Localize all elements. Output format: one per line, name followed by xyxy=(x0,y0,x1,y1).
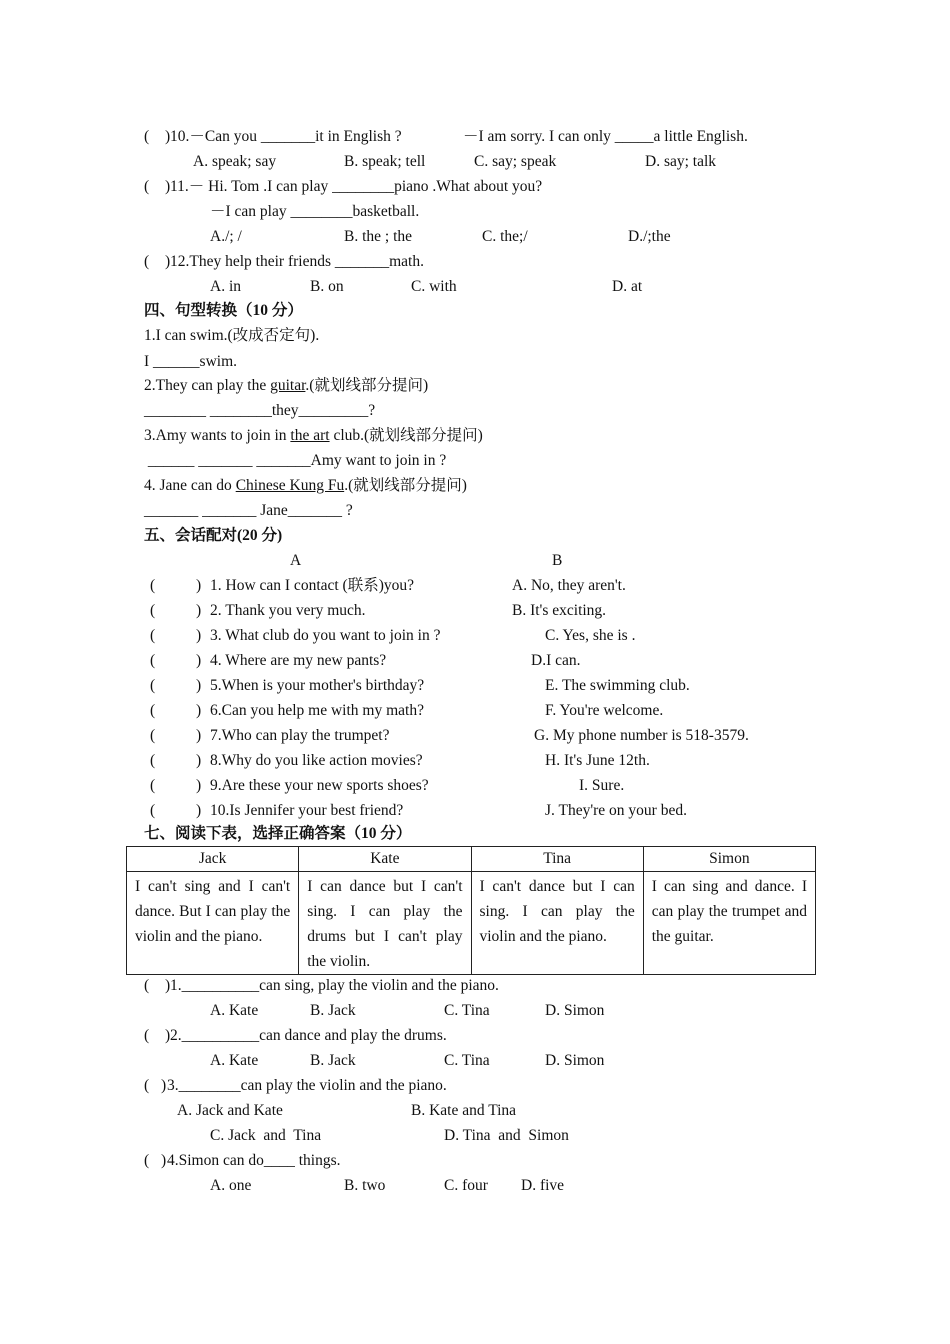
match-answer-c: C. Yes, she is . xyxy=(545,627,636,644)
table-header-jack: Jack xyxy=(127,847,299,872)
sec4-sentence-3: 3.Amy wants to join in the art club.(就划线部分提问) xyxy=(144,427,483,444)
match-question-2: 2. Thank you very much. xyxy=(210,602,366,619)
match-paren-close: ) xyxy=(196,602,202,619)
match-paren-close: ) xyxy=(196,677,202,694)
match-paren-open: ( xyxy=(150,777,156,794)
q10-reply: －I am sorry. I can only _____a little English. xyxy=(463,128,748,145)
match-paren-open: ( xyxy=(150,802,156,819)
read-q1-stem: 1.__________can sing, play the violin and the piano. xyxy=(170,977,499,994)
table-header-tina: Tina xyxy=(471,847,643,872)
read-q4-option-a: A. one xyxy=(210,1177,252,1194)
match-answer-i: I. Sure. xyxy=(579,777,625,794)
q11-option-b: B. the ; the xyxy=(344,228,413,245)
read-q2-paren-open: ( xyxy=(144,1027,150,1044)
column-b-header: B xyxy=(552,552,563,569)
match-question-3: 3. What club do you want to join in ? xyxy=(210,627,441,644)
read-q1-option-c: C. Tina xyxy=(444,1002,490,1019)
match-paren-close: ) xyxy=(196,727,202,744)
match-paren-open: ( xyxy=(150,627,156,644)
match-paren-open: ( xyxy=(150,652,156,669)
read-q1-paren-open: ( xyxy=(144,977,150,994)
match-paren-close: ) xyxy=(196,752,202,769)
read-q3-paren-open: ( xyxy=(144,1077,150,1094)
read-q3-option-b: B. Kate and Tina xyxy=(411,1102,517,1119)
match-answer-e: E. The swimming club. xyxy=(545,677,690,694)
read-q1-option-b: B. Jack xyxy=(310,1002,356,1019)
match-question-10: 10.Is Jennifer your best friend? xyxy=(210,802,404,819)
table-header-kate: Kate xyxy=(299,847,471,872)
read-q2-option-b: B. Jack xyxy=(310,1052,356,1069)
read-q4-option-b: B. two xyxy=(344,1177,386,1194)
match-answer-a: A. No, they aren't. xyxy=(512,577,626,594)
sec4-answer-4: _______ _______ Jane_______ ? xyxy=(144,502,353,519)
q10-paren-open: ( xyxy=(144,128,150,145)
q11-option-d: D./;the xyxy=(628,228,671,245)
match-paren-close: ) xyxy=(196,577,202,594)
read-q4-option-c: C. four xyxy=(444,1177,488,1194)
sec4-underline-2: guitar xyxy=(270,377,306,394)
q12-option-d: D. at xyxy=(612,278,643,295)
table-cell-simon: I can sing and dance. I can play the trumpet and the guitar. xyxy=(643,872,815,975)
match-paren-close: ) xyxy=(196,777,202,794)
match-question-4: 4. Where are my new pants? xyxy=(210,652,387,669)
q12-option-c: C. with xyxy=(411,278,457,295)
read-q4-paren-close: ) xyxy=(161,1152,167,1169)
read-q2-stem: 2.__________can dance and play the drums. xyxy=(170,1027,447,1044)
table-cell-kate: I can dance but I can't sing. I can play the drums but I can't play the violin. xyxy=(299,872,471,975)
match-paren-close: ) xyxy=(196,802,202,819)
sec4-answer-2: ________ ________they_________? xyxy=(144,402,376,419)
sec4-answer-3: ______ _______ _______Amy want to join in ? xyxy=(144,452,447,469)
sec4-underline-4: Chinese Kung Fu xyxy=(235,477,345,494)
q10-option-a: A. speak; say xyxy=(193,153,277,170)
q12-option-b: B. on xyxy=(310,278,344,295)
match-answer-b: B. It's exciting. xyxy=(512,602,607,619)
read-q4-stem: 4.Simon can do____ things. xyxy=(167,1152,341,1169)
read-q1-option-d: D. Simon xyxy=(545,1002,605,1019)
q12-paren-open: ( xyxy=(144,253,150,270)
read-q2-option-a: A. Kate xyxy=(210,1052,259,1069)
section-7-title: 七、阅读下表，选择正确答案（10 分） xyxy=(144,825,412,842)
q11-option-c: C. the;/ xyxy=(482,228,528,245)
sec4-sentence-2: 2.They can play the guitar.(就划线部分提问) xyxy=(144,377,429,394)
read-q3-paren-close: ) xyxy=(161,1077,167,1094)
q10-stem: 10.－Can you _______it in English ? xyxy=(170,128,402,145)
match-paren-open: ( xyxy=(150,702,156,719)
match-paren-close: ) xyxy=(196,702,202,719)
read-q1-paren-close: ) xyxy=(165,977,171,994)
read-q4-option-d: D. five xyxy=(521,1177,565,1194)
match-question-5: 5.When is your mother's birthday? xyxy=(210,677,425,694)
q10-option-d: D. say; talk xyxy=(645,153,717,170)
q12-stem: 12.They help their friends _______math. xyxy=(170,253,424,270)
match-question-8: 8.Why do you like action movies? xyxy=(210,752,423,769)
match-question-9: 9.Are these your new sports shoes? xyxy=(210,777,429,794)
read-q3-option-d: D. Tina and Simon xyxy=(444,1127,569,1144)
match-paren-open: ( xyxy=(150,577,156,594)
sec4-sentence-4: 4. Jane can do Chinese Kung Fu.(就划线部分提问) xyxy=(144,477,467,494)
match-paren-open: ( xyxy=(150,727,156,744)
match-answer-h: H. It's June 12th. xyxy=(545,752,650,769)
sec4-answer-1: I ______swim. xyxy=(144,353,237,370)
q11-paren-open: ( xyxy=(144,178,150,195)
q11-paren-close: ) xyxy=(165,178,171,195)
q10-option-c: C. say; speak xyxy=(474,153,557,170)
match-question-7: 7.Who can play the trumpet? xyxy=(210,727,390,744)
read-q3-option-a: A. Jack and Kate xyxy=(177,1102,283,1119)
match-answer-f: F. You're welcome. xyxy=(545,702,664,719)
match-paren-close: ) xyxy=(196,627,202,644)
q11-option-a: A./; / xyxy=(210,228,242,245)
sec4-underline-3: the art xyxy=(290,427,330,444)
q10-paren-close: ) xyxy=(165,128,171,145)
match-paren-open: ( xyxy=(150,752,156,769)
sec4-sentence-1: 1.I can swim.(改成否定句). xyxy=(144,327,320,344)
q11-reply: －I can play ________basketball. xyxy=(210,203,420,220)
match-answer-d: D.I can. xyxy=(531,652,581,669)
q10-option-b: B. speak; tell xyxy=(344,153,426,170)
match-question-6: 6.Can you help me with my math? xyxy=(210,702,424,719)
column-a-header: A xyxy=(290,552,302,569)
read-q2-paren-close: ) xyxy=(165,1027,171,1044)
match-question-1: 1. How can I contact (联系)you? xyxy=(210,577,415,594)
reading-table xyxy=(126,846,816,975)
read-q3-option-c: C. Jack and Tina xyxy=(210,1127,322,1144)
match-paren-open: ( xyxy=(150,602,156,619)
match-answer-j: J. They're on your bed. xyxy=(545,802,687,819)
read-q4-paren-open: ( xyxy=(144,1152,150,1169)
match-paren-close: ) xyxy=(196,652,202,669)
table-header-simon: Simon xyxy=(643,847,815,872)
read-q1-option-a: A. Kate xyxy=(210,1002,259,1019)
section-4-title: 四、句型转换（10 分） xyxy=(144,302,303,319)
read-q3-stem: 3.________can play the violin and the piano. xyxy=(167,1077,447,1094)
table-cell-tina: I can't dance but I can sing. I can play the violin and the piano. xyxy=(471,872,643,975)
section-5-title: 五、会话配对(20 分) xyxy=(144,527,283,544)
table-cell-jack: I can't sing and I can't dance. But I can play the violin and the piano. xyxy=(127,872,299,975)
q12-option-a: A. in xyxy=(210,278,241,295)
q12-paren-close: ) xyxy=(165,253,171,270)
match-answer-g: G. My phone number is 518-3579. xyxy=(534,727,749,744)
match-paren-open: ( xyxy=(150,677,156,694)
q11-stem: 11.－ Hi. Tom .I can play ________piano .What about you? xyxy=(170,178,543,195)
read-q2-option-d: D. Simon xyxy=(545,1052,605,1069)
read-q2-option-c: C. Tina xyxy=(444,1052,490,1069)
